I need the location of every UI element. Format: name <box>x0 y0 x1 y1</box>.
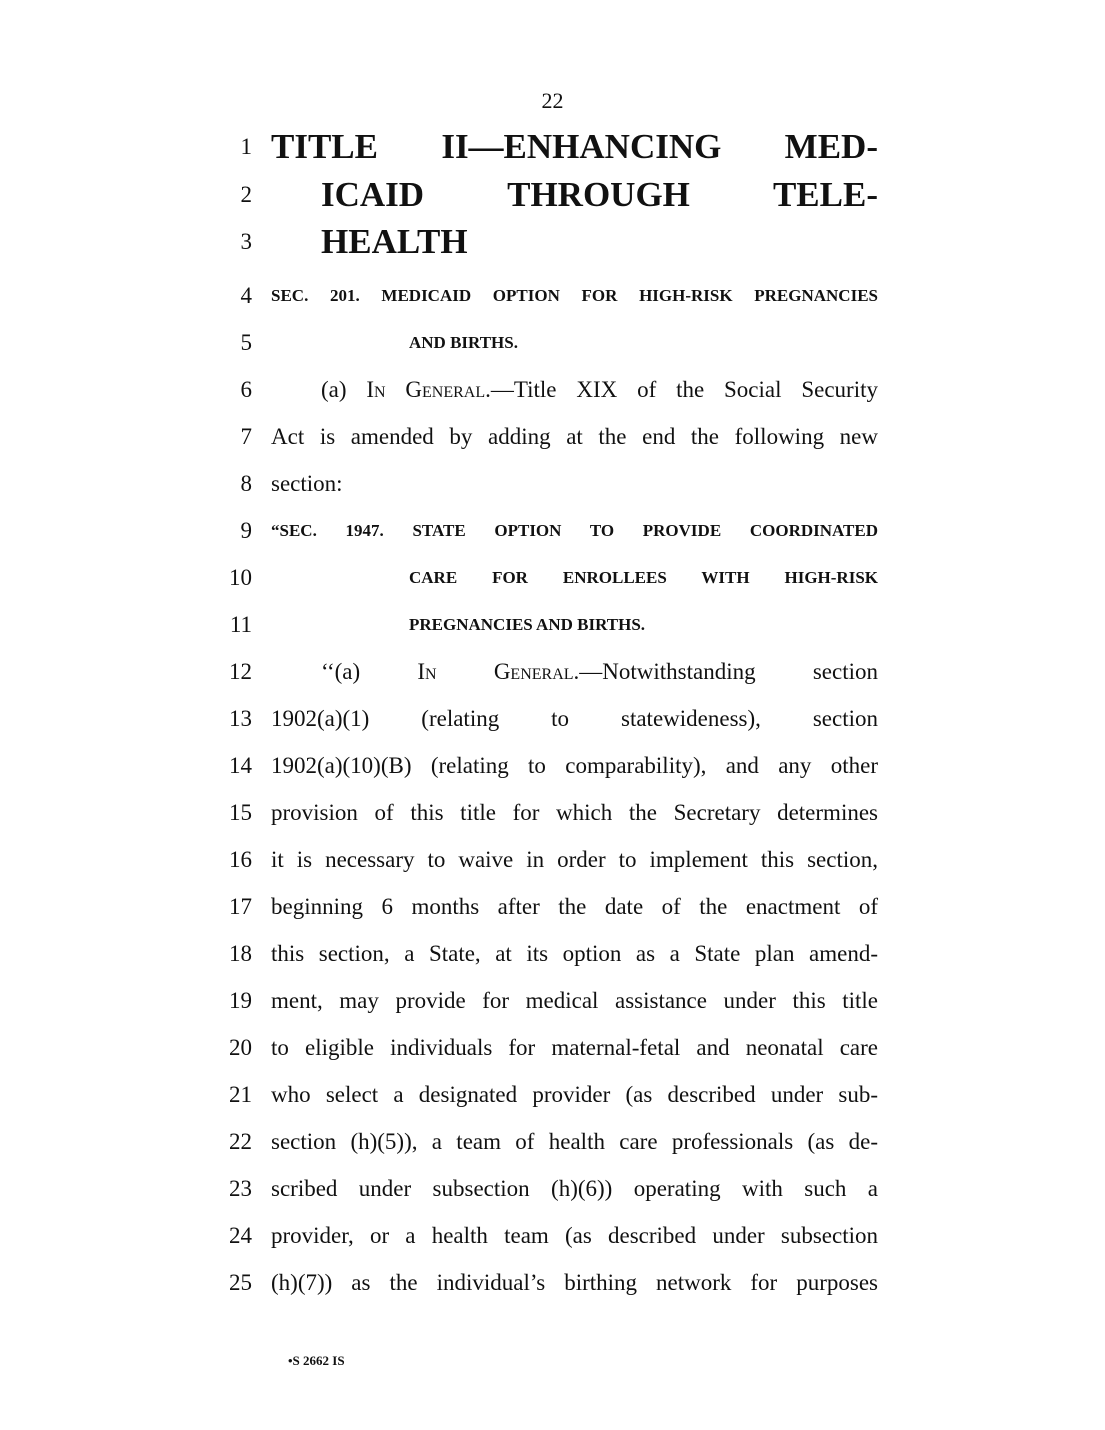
body-line <box>0 1174 1105 1221</box>
title-line <box>0 175 1105 227</box>
body-text: (h)(7)) as the individual’s birthing network for purposes <box>271 1270 878 1295</box>
line-number: 17 <box>229 894 252 919</box>
body-line <box>0 375 1105 422</box>
body-text: 1902(a)(1) (relating to statewideness), section <box>271 706 878 731</box>
body-text <box>321 375 878 405</box>
body-text: ment, may provide for medical assistance under this title <box>271 988 878 1013</box>
body-line <box>0 1127 1105 1174</box>
page-number: 22 <box>541 88 564 113</box>
body-text: scribed under subsection (h)(6)) operating with such a <box>271 1176 878 1201</box>
title-text: ICAID THROUGH TELE- <box>321 175 878 214</box>
section-heading-text: SEC. 201. MEDICAID OPTION FOR HIGH-RISK PREGNANCIES <box>271 286 878 305</box>
section-heading-line <box>0 281 1105 328</box>
body-text-continuation: .—Title XIX of the Social Security <box>485 377 878 402</box>
line-number: 23 <box>229 1176 252 1201</box>
body-text: who select a designated provider (as described under sub- <box>271 1082 878 1107</box>
section-heading-text: “SEC. 1947. STATE OPTION TO PROVIDE COORDINATED <box>271 521 878 540</box>
line-number: 24 <box>229 1223 252 1248</box>
line-number: 20 <box>229 1035 252 1060</box>
line-number: 4 <box>240 283 252 308</box>
line-number: 15 <box>229 800 252 825</box>
line-number: 13 <box>229 706 252 731</box>
line-number: 1 <box>240 134 252 159</box>
body-line <box>0 1080 1105 1127</box>
line-number: 11 <box>229 612 252 637</box>
line-number: 5 <box>240 330 252 355</box>
line-number: 7 <box>240 424 252 449</box>
line-number: 10 <box>229 565 252 590</box>
title-line <box>0 127 1105 179</box>
body-text: 1902(a)(10)(B) (relating to comparability), and any other <box>271 753 878 778</box>
body-text: beginning 6 months after the date of the enactment of <box>271 894 878 919</box>
section-heading-line <box>0 610 1105 657</box>
body-text: section: <box>271 471 343 496</box>
section-heading-text: PREGNANCIES AND BIRTHS. <box>409 615 646 634</box>
line-number: 19 <box>229 988 252 1013</box>
line-number: 8 <box>240 471 252 496</box>
body-text: to eligible individuals for maternal-fetal and neonatal care <box>271 1035 878 1060</box>
line-number: 25 <box>229 1270 252 1295</box>
body-line <box>0 939 1105 986</box>
body-line <box>0 1033 1105 1080</box>
paragraph-label: (a) <box>321 377 367 402</box>
body-line <box>0 422 1105 469</box>
body-line <box>0 704 1105 751</box>
heading-small-caps: In General <box>417 659 574 684</box>
section-heading-text: AND BIRTHS. <box>409 333 518 352</box>
line-number: 18 <box>229 941 252 966</box>
body-text: Act is amended by adding at the end the following new <box>271 424 878 449</box>
section-heading-line <box>0 516 1105 563</box>
body-text: provider, or a health team (as described under subsection <box>271 1223 878 1248</box>
body-text-continuation: .—Notwithstanding section <box>573 659 878 684</box>
title-text: HEALTH <box>321 222 468 261</box>
line-number: 16 <box>229 847 252 872</box>
body-line <box>0 657 1105 704</box>
body-text: section (h)(5)), a team of health care professionals (as de- <box>271 1129 878 1154</box>
line-number: 21 <box>229 1082 252 1107</box>
section-heading-line <box>0 328 1105 375</box>
body-line <box>0 892 1105 939</box>
line-number: 12 <box>229 659 252 684</box>
line-number: 3 <box>240 229 252 254</box>
body-line <box>0 986 1105 1033</box>
body-text <box>321 657 878 687</box>
body-line <box>0 469 1105 516</box>
body-line <box>0 1268 1105 1315</box>
body-text: provision of this title for which the Secretary determines <box>271 800 878 825</box>
heading-small-caps: In General <box>366 377 486 402</box>
section-heading-text: CARE FOR ENROLLEES WITH HIGH-RISK <box>409 568 878 587</box>
body-line <box>0 751 1105 798</box>
line-number: 9 <box>240 518 252 543</box>
title-line <box>0 222 1105 274</box>
body-line <box>0 1221 1105 1268</box>
body-text: this section, a State, at its option as a State plan amend- <box>271 941 878 966</box>
body-line <box>0 845 1105 892</box>
body-line <box>0 798 1105 845</box>
paragraph-label: ‘‘(a) <box>321 659 418 684</box>
line-number: 6 <box>240 377 252 402</box>
body-text: it is necessary to waive in order to implement this section, <box>271 847 878 872</box>
title-text: TITLE II—ENHANCING MED- <box>271 127 878 166</box>
line-number: 2 <box>240 182 252 207</box>
line-number: 14 <box>229 753 252 778</box>
section-heading-line <box>0 563 1105 610</box>
bill-identifier-footer: •S 2662 IS <box>288 1353 345 1368</box>
line-number: 22 <box>229 1129 252 1154</box>
